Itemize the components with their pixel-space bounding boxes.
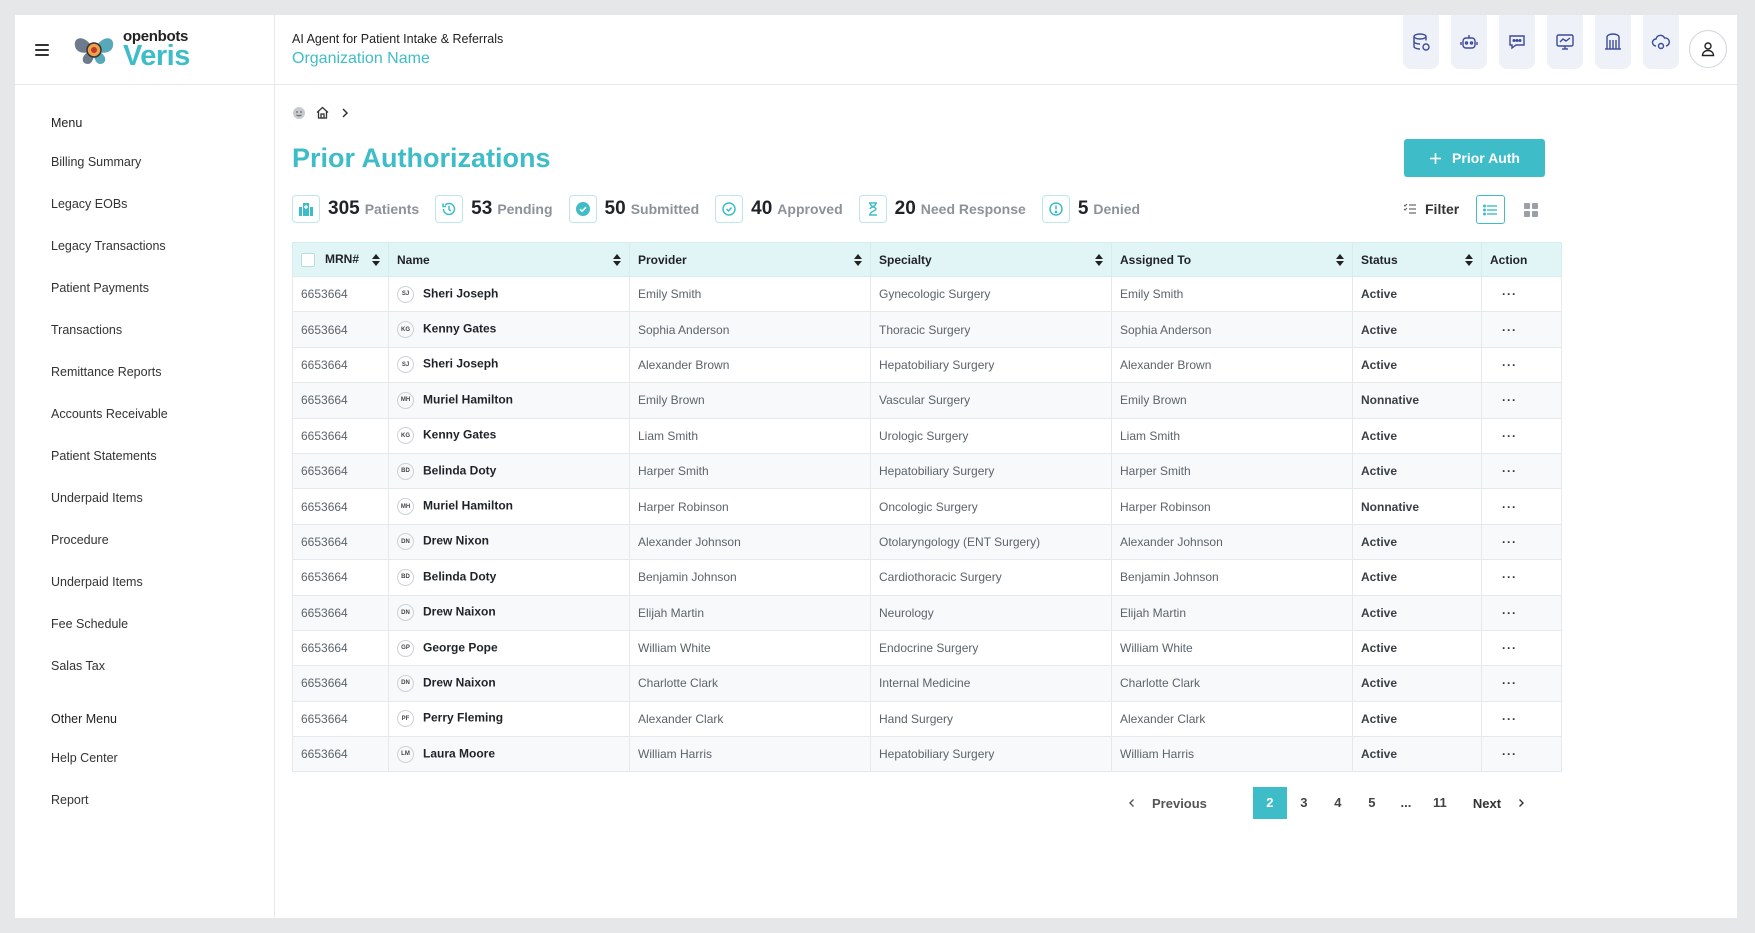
status-cell: Active <box>1353 595 1482 630</box>
row-action-more-icon[interactable]: ··· <box>1482 666 1562 701</box>
initials-avatar: BD <box>397 569 414 586</box>
table-row[interactable] <box>293 737 1562 772</box>
patient-name: Muriel Hamilton <box>423 498 514 513</box>
sidebar-item-underpaid-items-2[interactable]: Underpaid Items <box>51 575 143 589</box>
top-header <box>275 15 1737 85</box>
page-button-3[interactable]: 3 <box>1300 795 1308 810</box>
table-header-row <box>293 243 1562 277</box>
patient-name: Belinda Doty <box>423 569 497 584</box>
mrn-cell: 6653664 <box>293 383 389 418</box>
row-action-more-icon[interactable]: ··· <box>1482 418 1562 453</box>
provider-cell: Alexander Johnson <box>630 524 871 559</box>
grid-view-toggle[interactable] <box>1520 199 1542 221</box>
specialty-cell: Oncologic Surgery <box>871 489 1112 524</box>
other-menu-section-title: Other Menu <box>51 712 118 726</box>
grid-view-icon <box>1524 203 1538 217</box>
page-title: Prior Authorizations <box>292 143 551 173</box>
emoji-icon[interactable] <box>292 106 306 120</box>
sort-icon[interactable] <box>854 254 862 266</box>
patient-name: Belinda Doty <box>423 463 497 478</box>
menu-section-title: Menu <box>51 116 83 130</box>
header-subtitle: AI Agent for Patient Intake & Referrals <box>292 32 504 46</box>
specialty-cell: Urologic Surgery <box>871 418 1112 453</box>
column-header-action: Action <box>1482 243 1562 277</box>
stat-pending[interactable] <box>435 195 552 223</box>
column-header-specialty[interactable]: Specialty <box>871 243 1112 277</box>
provider-cell: Harper Robinson <box>630 489 871 524</box>
mrn-cell: 6653664 <box>293 666 389 701</box>
stat-submitted-label: Submitted <box>630 201 700 217</box>
check-circle-icon <box>715 195 743 223</box>
table-row[interactable] <box>293 453 1562 488</box>
initials-avatar: PF <box>397 710 414 727</box>
status-cell: Active <box>1353 701 1482 736</box>
initials-avatar: KG <box>397 321 414 338</box>
patient-name: Drew Nixon <box>423 534 490 549</box>
status-cell: Active <box>1353 418 1482 453</box>
previous-page-button[interactable] <box>1127 796 1207 811</box>
row-action-more-icon[interactable]: ··· <box>1482 701 1562 736</box>
assigned-cell: William Harris <box>1112 737 1353 772</box>
specialty-cell: Gynecologic Surgery <box>871 277 1112 312</box>
previous-label: Previous <box>1152 795 1207 811</box>
history-icon <box>435 195 463 223</box>
table-row[interactable] <box>293 312 1562 347</box>
table-row[interactable] <box>293 560 1562 595</box>
initials-avatar: MH <box>397 392 414 409</box>
name-cell[interactable] <box>389 595 630 630</box>
assigned-cell: Harper Smith <box>1112 453 1353 488</box>
check-badge-icon <box>569 195 597 223</box>
column-header-assigned-to[interactable]: Assigned To <box>1112 243 1353 277</box>
sidebar-item-procedure[interactable]: Procedure <box>51 533 109 547</box>
add-prior-auth-button[interactable] <box>1404 139 1545 177</box>
sidebar-item-accounts-receivable[interactable]: Accounts Receivable <box>51 407 168 421</box>
sidebar-item-transactions[interactable]: Transactions <box>51 323 123 337</box>
app-frame <box>15 15 1737 918</box>
status-cell: Nonnative <box>1353 489 1482 524</box>
name-cell[interactable] <box>389 383 630 418</box>
list-view-toggle[interactable] <box>1476 195 1505 224</box>
row-action-more-icon[interactable]: ··· <box>1482 347 1562 382</box>
status-cell: Active <box>1353 277 1482 312</box>
stat-pending-count: 53 <box>471 198 493 219</box>
patient-name: Laura Moore <box>423 746 496 761</box>
prior-auth-table <box>292 242 1562 772</box>
sidebar-item-billing-summary[interactable]: Billing Summary <box>51 155 142 169</box>
specialty-cell: Cardiothoracic Surgery <box>871 560 1112 595</box>
name-cell[interactable] <box>389 560 630 595</box>
patient-name: Sheri Joseph <box>423 286 499 301</box>
name-cell[interactable] <box>389 347 630 382</box>
robot-icon[interactable] <box>1451 15 1487 69</box>
sidebar-item-help-center[interactable]: Help Center <box>51 751 118 765</box>
assigned-cell: Alexander Johnson <box>1112 524 1353 559</box>
sidebar-item-fee-schedule[interactable]: Fee Schedule <box>51 617 129 631</box>
mrn-cell: 6653664 <box>293 277 389 312</box>
initials-avatar: DN <box>397 604 414 621</box>
sort-icon[interactable] <box>1336 254 1344 266</box>
row-action-more-icon[interactable]: ··· <box>1482 383 1562 418</box>
sidebar-item-legacy-eobs[interactable]: Legacy EOBs <box>51 197 128 211</box>
status-cell: Active <box>1353 560 1482 595</box>
assigned-cell: Harper Robinson <box>1112 489 1353 524</box>
row-action-more-icon[interactable]: ··· <box>1482 312 1562 347</box>
table-body <box>293 277 1562 772</box>
filter-label: Filter <box>1425 201 1460 217</box>
name-cell[interactable] <box>389 666 630 701</box>
patient-name: Drew Naixon <box>423 675 496 690</box>
name-cell[interactable] <box>389 418 630 453</box>
table-row[interactable] <box>293 347 1562 382</box>
sidebar-item-underpaid-items[interactable]: Underpaid Items <box>51 491 143 505</box>
table-row[interactable] <box>293 701 1562 736</box>
table-row[interactable] <box>293 277 1562 312</box>
chevron-right-icon <box>1516 798 1526 808</box>
mrn-cell: 6653664 <box>293 630 389 665</box>
provider-cell: Benjamin Johnson <box>630 560 871 595</box>
provider-cell: Elijah Martin <box>630 595 871 630</box>
provider-cell: William White <box>630 630 871 665</box>
cloud-gear-icon[interactable] <box>1643 15 1679 69</box>
stat-need-response[interactable] <box>859 195 1026 223</box>
chevron-left-icon <box>1127 798 1137 808</box>
provider-cell: Liam Smith <box>630 418 871 453</box>
provider-cell: Emily Brown <box>630 383 871 418</box>
next-page-button[interactable] <box>1473 796 1526 811</box>
name-cell[interactable] <box>389 312 630 347</box>
provider-cell: Emily Smith <box>630 277 871 312</box>
specialty-cell: Hepatobiliary Surgery <box>871 347 1112 382</box>
stat-denied-count: 5 <box>1077 198 1089 219</box>
mrn-cell: 6653664 <box>293 560 389 595</box>
provider-cell: Charlotte Clark <box>630 666 871 701</box>
specialty-cell: Vascular Surgery <box>871 383 1112 418</box>
add-prior-auth-label: Prior Auth <box>1452 150 1520 166</box>
logo-wordmark-main: Veris <box>123 39 190 72</box>
stats-bar <box>292 195 1156 223</box>
initials-avatar: KG <box>397 427 414 444</box>
home-icon[interactable] <box>315 105 330 120</box>
database-icon[interactable] <box>1403 15 1439 69</box>
logo[interactable] <box>71 29 190 71</box>
table-row[interactable] <box>293 666 1562 701</box>
building-icon[interactable] <box>1595 15 1631 69</box>
stat-approved[interactable] <box>715 195 842 223</box>
initials-avatar: SJ <box>397 286 414 303</box>
breadcrumb <box>292 105 351 120</box>
stat-denied-label: Denied <box>1093 201 1141 217</box>
row-action-more-icon[interactable]: ··· <box>1482 595 1562 630</box>
pagination <box>1127 787 1526 819</box>
mrn-cell: 6653664 <box>293 347 389 382</box>
status-cell: Active <box>1353 312 1482 347</box>
row-action-more-icon[interactable]: ··· <box>1482 630 1562 665</box>
sort-icon[interactable] <box>1465 254 1473 266</box>
status-cell: Active <box>1353 524 1482 559</box>
status-cell: Active <box>1353 737 1482 772</box>
sidebar-item-patient-statements[interactable]: Patient Statements <box>51 449 157 463</box>
sort-icon[interactable] <box>613 254 621 266</box>
name-cell[interactable] <box>389 630 630 665</box>
table-row[interactable] <box>293 383 1562 418</box>
page-ellipsis: ... <box>1400 795 1412 810</box>
sidebar-item-salas-tax[interactable]: Salas Tax <box>51 659 105 673</box>
assigned-cell: Sophia Anderson <box>1112 312 1353 347</box>
page-button-2[interactable]: 2 <box>1253 787 1287 819</box>
page-button-5[interactable]: 5 <box>1368 795 1376 810</box>
sort-icon[interactable] <box>372 254 380 266</box>
row-action-more-icon[interactable]: ··· <box>1482 489 1562 524</box>
sidebar-item-legacy-transactions[interactable]: Legacy Transactions <box>51 239 166 253</box>
hourglass-icon <box>859 195 887 223</box>
stat-denied[interactable] <box>1042 195 1140 223</box>
specialty-cell: Neurology <box>871 595 1112 630</box>
name-cell[interactable] <box>389 489 630 524</box>
specialty-cell: Hepatobiliary Surgery <box>871 737 1112 772</box>
mrn-cell: 6653664 <box>293 737 389 772</box>
stat-pending-label: Pending <box>497 201 553 217</box>
mrn-cell: 6653664 <box>293 489 389 524</box>
patient-name: Muriel Hamilton <box>423 392 514 407</box>
butterfly-logo-icon <box>71 32 117 68</box>
specialty-cell: Hand Surgery <box>871 701 1112 736</box>
monitor-icon[interactable] <box>1547 15 1583 69</box>
column-header-status[interactable]: Status <box>1353 243 1482 277</box>
name-cell[interactable] <box>389 737 630 772</box>
assigned-cell: Benjamin Johnson <box>1112 560 1353 595</box>
page-button-11[interactable]: 11 <box>1433 795 1447 810</box>
chevron-right-icon <box>339 107 351 119</box>
patient-name: Drew Naixon <box>423 604 496 619</box>
status-cell: Nonnative <box>1353 383 1482 418</box>
organization-name[interactable]: Organization Name <box>292 50 430 67</box>
logo-wordmark-top: openbots <box>123 27 189 45</box>
initials-avatar: SJ <box>397 356 414 373</box>
specialty-cell: Internal Medicine <box>871 666 1112 701</box>
next-label: Next <box>1472 795 1502 811</box>
row-action-more-icon[interactable]: ··· <box>1482 560 1562 595</box>
provider-cell: Harper Smith <box>630 453 871 488</box>
initials-avatar: GP <box>397 640 414 657</box>
row-action-more-icon[interactable]: ··· <box>1482 453 1562 488</box>
stat-need-response-count: 20 <box>894 198 916 219</box>
row-action-more-icon[interactable]: ··· <box>1482 737 1562 772</box>
column-header-provider[interactable]: Provider <box>630 243 871 277</box>
page-button-4[interactable]: 4 <box>1334 795 1342 810</box>
stat-approved-count: 40 <box>751 198 773 219</box>
patient-name: Sheri Joseph <box>423 357 499 372</box>
specialty-cell: Thoracic Surgery <box>871 312 1112 347</box>
info-icon <box>1042 195 1070 223</box>
provider-cell: Alexander Clark <box>630 701 871 736</box>
initials-avatar: DN <box>397 675 414 692</box>
mrn-cell: 6653664 <box>293 312 389 347</box>
provider-cell: Sophia Anderson <box>630 312 871 347</box>
chat-icon[interactable] <box>1499 15 1535 69</box>
stat-submitted[interactable] <box>569 195 700 223</box>
mrn-cell: 6653664 <box>293 701 389 736</box>
stat-need-response-label: Need Response <box>920 201 1026 217</box>
name-cell[interactable] <box>389 701 630 736</box>
brand-bar <box>15 15 274 85</box>
assigned-cell: Liam Smith <box>1112 418 1353 453</box>
stat-approved-label: Approved <box>777 201 843 217</box>
select-all-checkbox[interactable] <box>301 253 315 267</box>
plus-icon <box>1429 152 1442 165</box>
table-row[interactable] <box>293 630 1562 665</box>
assigned-cell: Alexander Clark <box>1112 701 1353 736</box>
sidebar <box>15 15 275 918</box>
stat-patients-label: Patients <box>364 201 420 217</box>
initials-avatar: BD <box>397 463 414 480</box>
assigned-cell: Emily Smith <box>1112 277 1353 312</box>
initials-avatar: DN <box>397 533 414 550</box>
sidebar-item-remittance-reports[interactable]: Remittance Reports <box>51 365 162 379</box>
stat-submitted-count: 50 <box>604 198 626 219</box>
user-avatar-icon[interactable] <box>1689 30 1727 68</box>
row-action-more-icon[interactable]: ··· <box>1482 277 1562 312</box>
header-app-icons <box>1403 15 1679 69</box>
assigned-cell: Elijah Martin <box>1112 595 1353 630</box>
assigned-cell: Alexander Brown <box>1112 347 1353 382</box>
specialty-cell: Endocrine Surgery <box>871 630 1112 665</box>
patient-name: George Pope <box>423 640 498 655</box>
name-cell[interactable] <box>389 524 630 559</box>
name-cell[interactable] <box>389 277 630 312</box>
row-action-more-icon[interactable]: ··· <box>1482 524 1562 559</box>
filter-button[interactable] <box>1403 201 1459 217</box>
patient-name: Kenny Gates <box>423 427 497 442</box>
column-header-mrn[interactable]: MRN# <box>293 243 389 277</box>
status-cell: Active <box>1353 453 1482 488</box>
initials-avatar: MH <box>397 498 414 515</box>
mrn-cell: 6653664 <box>293 595 389 630</box>
table-row[interactable] <box>293 595 1562 630</box>
assigned-cell: William White <box>1112 630 1353 665</box>
mrn-cell: 6653664 <box>293 524 389 559</box>
patient-name: Kenny Gates <box>423 321 497 336</box>
sort-icon[interactable] <box>1095 254 1103 266</box>
mrn-cell: 6653664 <box>293 418 389 453</box>
assigned-cell: Emily Brown <box>1112 383 1353 418</box>
provider-cell: Alexander Brown <box>630 347 871 382</box>
status-cell: Active <box>1353 347 1482 382</box>
status-cell: Active <box>1353 666 1482 701</box>
stat-patients[interactable] <box>292 195 419 223</box>
sidebar-nav <box>15 85 274 821</box>
provider-cell: William Harris <box>630 737 871 772</box>
table-row[interactable] <box>293 418 1562 453</box>
table-row[interactable] <box>293 489 1562 524</box>
assigned-cell: Charlotte Clark <box>1112 666 1353 701</box>
column-header-name[interactable]: Name <box>389 243 630 277</box>
name-cell[interactable] <box>389 453 630 488</box>
table-row[interactable] <box>293 524 1562 559</box>
hospital-icon <box>292 195 320 223</box>
initials-avatar: LM <box>397 746 414 763</box>
specialty-cell: Hepatobiliary Surgery <box>871 453 1112 488</box>
specialty-cell: Otolaryngology (ENT Surgery) <box>871 524 1112 559</box>
stat-patients-count: 305 <box>328 198 360 219</box>
filter-list-icon <box>1403 203 1417 215</box>
sidebar-item-report[interactable]: Report <box>51 793 89 807</box>
patient-name: Perry Fleming <box>423 711 504 726</box>
status-cell: Active <box>1353 630 1482 665</box>
hamburger-menu-icon[interactable] <box>35 44 49 56</box>
sidebar-item-patient-payments[interactable]: Patient Payments <box>51 281 149 295</box>
mrn-cell: 6653664 <box>293 453 389 488</box>
list-view-icon <box>1483 204 1498 216</box>
